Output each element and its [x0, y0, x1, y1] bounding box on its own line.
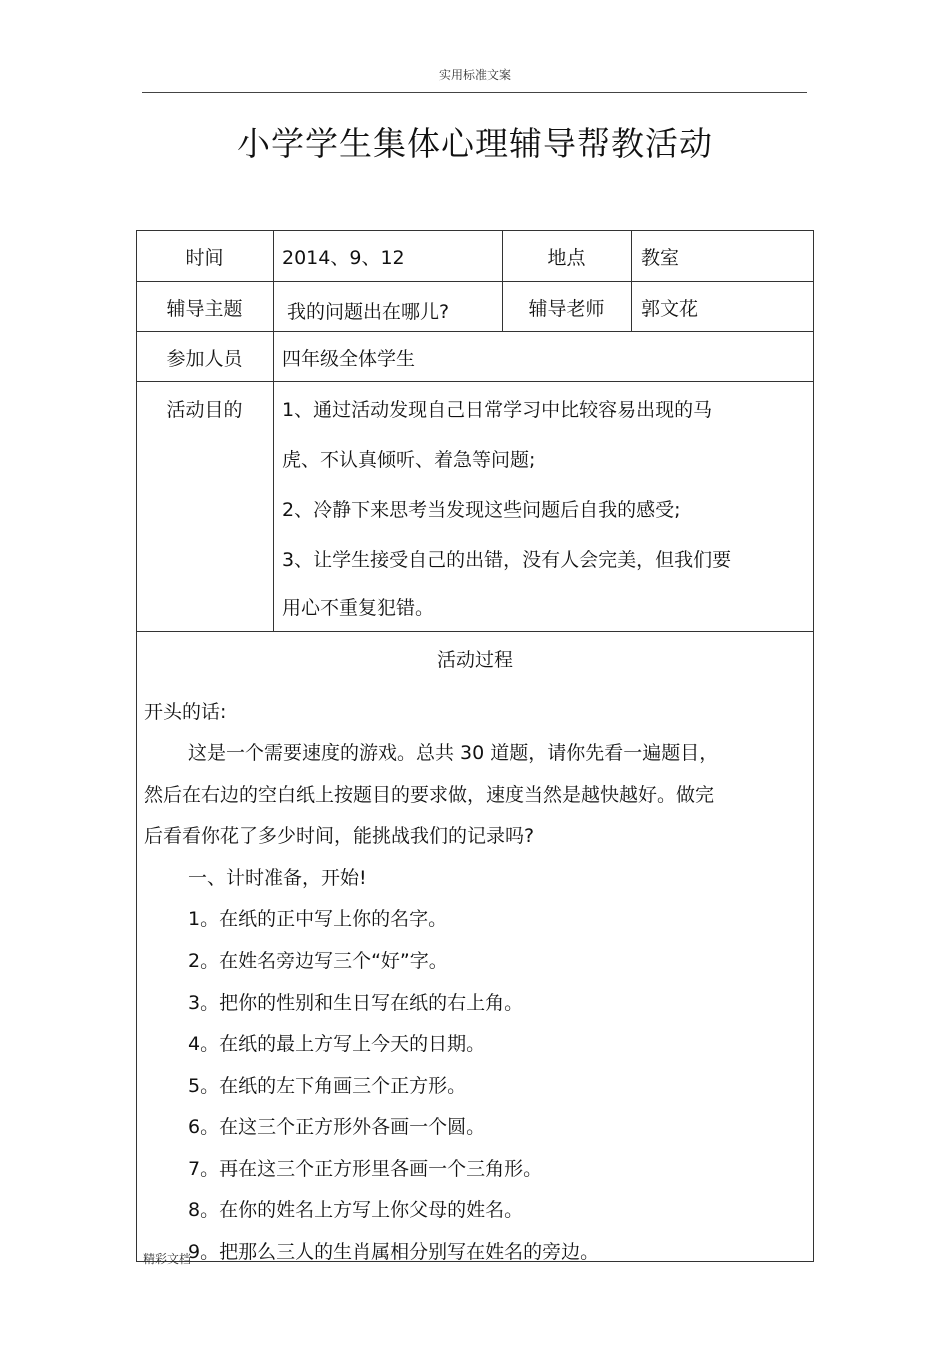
- theme-label: 辅导主题: [166, 298, 243, 320]
- header-rule: [142, 92, 807, 93]
- opening-remark: 开头的话:: [144, 701, 227, 723]
- column-divider: [631, 230, 632, 331]
- step-item: 7。再在这三个正方形里各画一个三角形。: [188, 1158, 543, 1180]
- participants-label: 参加人员: [166, 348, 243, 370]
- process-label: 活动过程: [436, 649, 513, 671]
- purpose-line: 虎、不认真倾听、着急等问题;: [282, 449, 536, 471]
- step-item: 3。把你的性别和生日写在纸的右上角。: [188, 992, 524, 1014]
- paragraph-line: 后看看你花了多少时间，能挑战我们的记录吗?: [144, 825, 535, 847]
- place-label: 地点: [547, 247, 586, 269]
- purpose-line: 用心不重复犯错。: [282, 597, 435, 619]
- step-item: 8。在你的姓名上方写上你父母的姓名。: [188, 1199, 524, 1221]
- step-item: 9。把那么三人的生肖属相分别写在姓名的旁边。: [188, 1241, 600, 1263]
- time-label: 时间: [185, 247, 224, 269]
- step-item: 4。在纸的最上方写上今天的日期。: [188, 1033, 486, 1055]
- document-title: 小学学生集体心理辅导帮教活动: [237, 124, 713, 163]
- place-value: 教室: [641, 247, 680, 269]
- paragraph-line: 然后在右边的空白纸上按题目的要求做，速度当然是越快越好。做完: [144, 784, 715, 806]
- purpose-line: 1、通过活动发现自己日常学习中比较容易出现的马: [282, 399, 713, 421]
- teacher-label: 辅导老师: [528, 298, 605, 320]
- page-header: 实用标准文案: [438, 68, 511, 82]
- time-value: 2014、9、12: [282, 247, 405, 269]
- row-divider: [136, 331, 814, 332]
- step-item: 2。在姓名旁边写三个“好”字。: [188, 950, 448, 972]
- step-item: 5。在纸的左下角画三个正方形。: [188, 1075, 467, 1097]
- participants-value: 四年级全体学生: [282, 348, 416, 370]
- teacher-value: 郭文花: [641, 298, 699, 320]
- row-divider: [136, 281, 814, 282]
- row-divider: [136, 381, 814, 382]
- step-item: 1。在纸的正中写上你的名字。: [188, 908, 448, 930]
- step-item: 6。在这三个正方形外各画一个圆。: [188, 1116, 486, 1138]
- paragraph-line: 这是一个需要速度的游戏。总共 30 道题，请你先看一遍题目，: [188, 742, 719, 764]
- column-divider: [273, 230, 274, 631]
- purpose-line: 3、让学生接受自己的出错，没有人会完美，但我们要: [282, 549, 732, 571]
- purpose-label: 活动目的: [166, 399, 243, 421]
- theme-value: 我的问题出在哪儿?: [287, 301, 450, 323]
- section-heading: 一、计时准备，开始!: [188, 867, 367, 889]
- row-divider: [136, 631, 814, 632]
- page-footer: 精彩文档: [143, 1252, 192, 1266]
- purpose-line: 2、冷静下来思考当发现这些问题后自我的感受;: [282, 499, 681, 521]
